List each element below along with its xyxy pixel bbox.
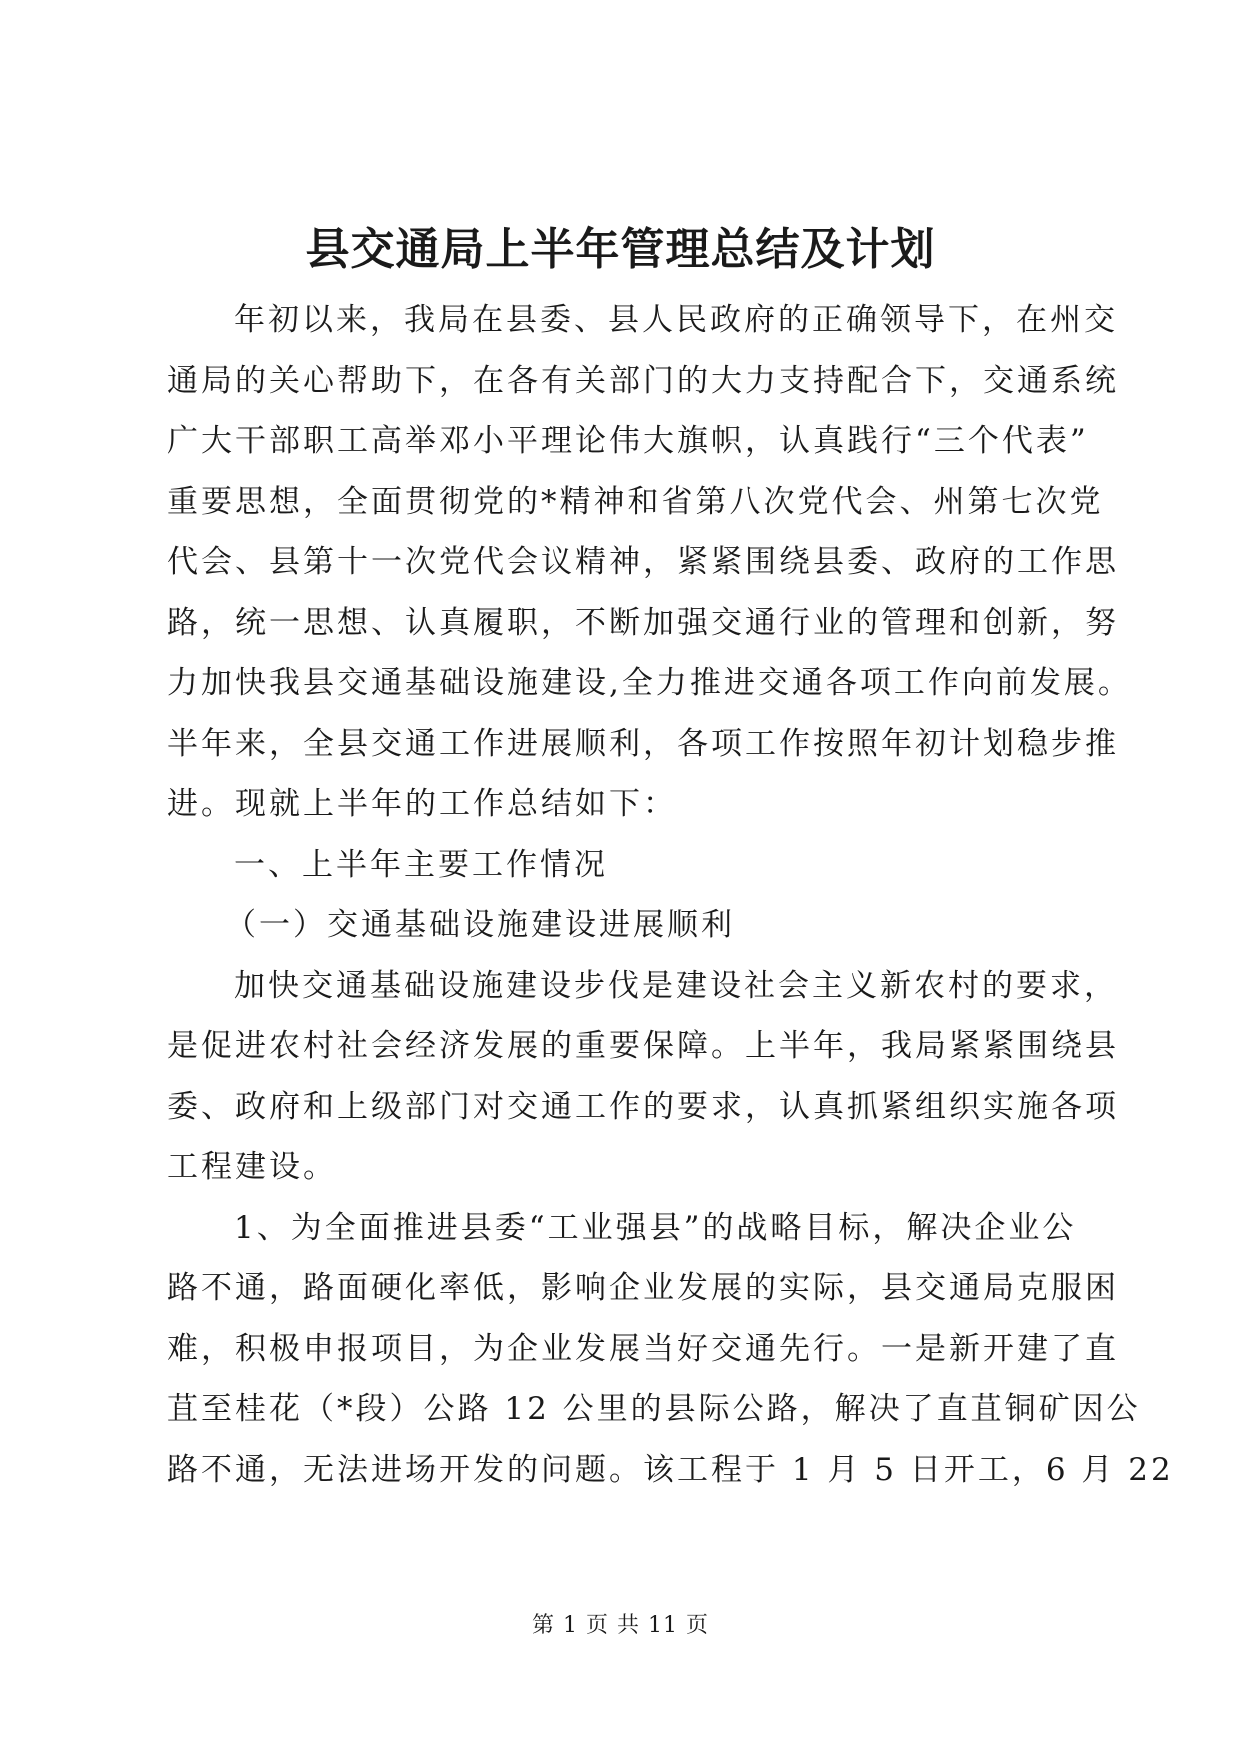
- body-line: 半年来，全县交通工作进展顺利，各项工作按照年初计划稳步推: [167, 725, 1119, 762]
- body-line: 1、为全面推进县委“工业强县”的战略目标，解决企业公: [234, 1209, 1077, 1246]
- body-line: 一、上半年主要工作情况: [234, 846, 608, 883]
- body-line: （一）交通基础设施建设进展顺利: [225, 907, 735, 943]
- body-line: 广大干部职工高举邓小平理论伟大旗帜，认真践行“三个代表”: [167, 423, 1089, 459]
- document-body: [167, 290, 1174, 1500]
- page-footer: 第 1 页 共 11 页: [532, 1613, 709, 1638]
- body-line: 工程建设。: [167, 1149, 337, 1185]
- body-line: 是促进农村社会经济发展的重要保障。上半年，我局紧紧围绕县: [167, 1028, 1119, 1064]
- page-title: 县交通局上半年管理总结及计划: [305, 224, 936, 275]
- body-line: 重要思想，全面贯彻党的*精神和省第八次党代会、州第七次党: [167, 483, 1104, 520]
- body-line: 苴至桂花（*段）公路 12 公里的县际公路，解决了直苴铜矿因公: [167, 1391, 1141, 1427]
- body-line: 路不通，无法进场开发的问题。该工程于 1 月 5 日开工，6 月 22: [167, 1451, 1174, 1488]
- body-line: 通局的关心帮助下，在各有关部门的大力支持配合下，交通系统: [167, 362, 1119, 399]
- body-line: 年初以来，我局在县委、县人民政府的正确领导下，在州交: [234, 302, 1118, 338]
- body-line: 难，积极申报项目，为企业发展当好交通先行。一是新开建了直: [167, 1330, 1119, 1367]
- body-line: 路不通，路面硬化率低，影响企业发展的实际，县交通局克服困: [167, 1270, 1119, 1306]
- body-line: 加快交通基础设施建设步伐是建设社会主义新农村的要求，: [234, 967, 1118, 1004]
- body-line: 委、政府和上级部门对交通工作的要求，认真抓紧组织实施各项: [167, 1088, 1119, 1125]
- body-line: 进。现就上半年的工作总结如下：: [167, 786, 677, 822]
- body-line: 代会、县第十一次党代会议精神，紧紧围绕县委、政府的工作思: [167, 544, 1119, 580]
- body-line: 路，统一思想、认真履职，不断加强交通行业的管理和创新，努: [167, 604, 1119, 641]
- body-line: 力加快我县交通基础设施建设,全力推进交通各项工作向前发展。: [167, 665, 1132, 701]
